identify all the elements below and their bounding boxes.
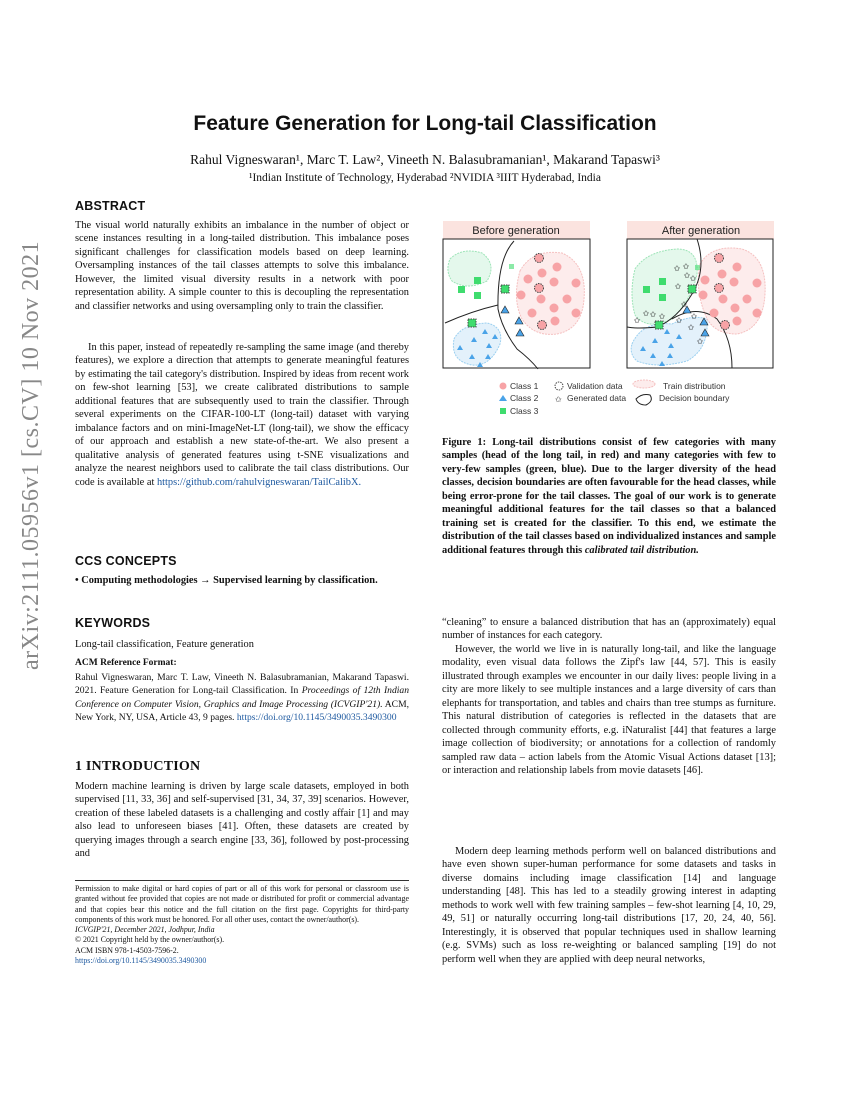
arxiv-stamp: arXiv:2111.05956v1 [cs.CV] 10 Nov 2021 <box>18 240 44 670</box>
caption-text: Figure 1: Long-tail distributions consist of few categories with many samples (head of the long tail, in red) and many categories with few to very-few samples (green, blue). Due to the larger diversity of the head classes, decision boundaries are often favourable for the head classes, while being error-prone for the tail classes. The goal of our work is to generate meaningful additional features for the tail classes so that a balanced training set is created for the classifier. To this end, we estimate the distribution of the tail classes based on individualized instances and sample additional features through this <box>442 437 776 556</box>
svg-text:✩: ✩ <box>673 264 681 273</box>
footnote <box>75 884 409 966</box>
svg-text:✩: ✩ <box>633 316 641 325</box>
svg-text:✩: ✩ <box>696 337 704 346</box>
footnote-rule <box>75 880 409 881</box>
legend-class1: Class 1 <box>510 381 539 391</box>
svg-text:✩: ✩ <box>690 312 698 321</box>
paper-title: Feature Generation for Long-tail Classification <box>193 112 657 135</box>
panel-after <box>627 221 774 368</box>
ccs-text: • Computing methodologies → Supervised learning by classification. <box>75 575 378 586</box>
legend-class3: Class 3 <box>510 406 539 416</box>
abstract-p1: The visual world naturally exhibits an imbalance in the number of object or scene instances resulting in a long-tailed distribution. This imbalance poses significant challenges for classification models based on deep learning. Oversampling instances of the tail classes attempts to solve this imbalance. However, the limited visual diversity results in a network with poor representation ability. A simple counter to this is decoupling the representation and classifier networks and using oversampling only to train the classifier. <box>75 220 409 312</box>
caption-italic: calibrated tail distribution. <box>584 544 699 556</box>
figure-1 <box>442 219 778 419</box>
acm-ref-tail: ACM, New York, NY, USA, Article 43, 9 pages. <box>75 698 410 723</box>
affiliations: ¹Indian Institute of Technology, Hyderabad ²NVIDIA ³IIIT Hyderabad, India <box>249 172 601 184</box>
panel-after-title: After generation <box>661 225 741 237</box>
svg-text:✩: ✩ <box>689 274 697 283</box>
copyright: © 2021 Copyright held by the owner/author(s). <box>75 935 225 945</box>
intro-r1: “cleaning” to ensure a balanced distribution that has an (approximately) equal number of instances for each category. <box>442 617 776 642</box>
keywords-heading: KEYWORDS <box>75 616 151 630</box>
intro-heading: 1 INTRODUCTION <box>75 759 201 774</box>
legend-train: Train distribution <box>663 381 726 391</box>
code-link[interactable]: https://github.com/rahulvigneswaran/TailCalibX. <box>156 476 362 488</box>
figure-caption <box>442 436 776 557</box>
intro-r3: Modern deep learning methods perform well on balanced distributions and have even shown super-human performance for some datasets and tasks in diverse domains including image classification [14] and language understanding [48]. This has led to a steadily growing interest in adapting methods to work well with few training samples – few-shot learning [4, 10, 29, 49, 51] or naturally occurring long-tail distributions [17, 20, 24, 40, 56]. Interestingly, it is observed that popular techniques used in shallow learning (e.g. SVMs) such as loss re-weighting or balanced sampling [19] do not perform well when they are applied with deep neural networks, <box>442 846 776 965</box>
footnote-doi-link[interactable]: https://doi.org/10.1145/3490035.3490300 <box>75 956 207 966</box>
abstract-p2-text: In this paper, instead of repeatedly re-sampling the same image (and thereby features), we explore a direction that attempts to generate meaningful features by estimating the tail category's distribution. Inspired by ideas from recent work on few-shot learning [53], we create calibrated distributions to sample additional features that are subsequently used to train the classifier. Through several experiments on the CIFAR-100-LT (long-tail) dataset with varying imbalance factors and on mini-ImageNet-LT (long-tail), we show the efficacy of our approach and establish a new state-of-the-art. We also present a qualitative analysis of generated features using t-SNE visualizations and analyze the nearest neighbors used to calibrate the tail class distributions. Our code is available at <box>75 342 409 488</box>
acm-ref-text <box>75 671 409 724</box>
svg-text:✩: ✩ <box>675 316 683 325</box>
svg-text:✩: ✩ <box>642 309 650 318</box>
svg-text:✩: ✩ <box>658 312 666 321</box>
svg-text:✩: ✩ <box>687 323 695 332</box>
keywords-text: Long-tail classification, Feature generation <box>75 639 254 650</box>
intro-p1: Modern machine learning is driven by large scale datasets, employed in both supervised [11, 33, 36] and self-supervised [31, 34, 37, 39] scenarios. However, creation of these labeled datasets is a challenging and costly affair [1] and may also lead to unforeseen biases [41]. Often, these datasets are created by querying images through a search engine [33, 36], followed by post-processing and <box>75 781 409 860</box>
legend-class2: Class 2 <box>510 393 539 403</box>
svg-text:✩: ✩ <box>680 300 688 309</box>
intro-r2: However, the world we live in is naturally long-tail, and like the language modality, even visual data follows the Zipf's law [44, 57]. This is easily illustrated through examples we encounter in our daily lives: people living in a city are more likely to see multiple instances and a large diversity of cars than elephants for transportation, and tables and chairs than tree stumps as furniture. This natural distribution of categories is reflected in the datasets that are collected through community efforts, e.g. iNaturalist [44] that features a large image collection of biodiversity; or annotations for a collection of randomly sampled raw data – action labels from the Atomic Visual Actions dataset [13]; or interaction and relationship labels from movie datasets [46]. <box>442 644 776 777</box>
abstract-p2 <box>75 341 409 489</box>
panel-before-title: Before generation <box>472 225 560 237</box>
acm-ref-body: Rahul Vigneswaran, Marc T. Law, Vineeth N. Balasubramanian, Makarand Tapaswi. 2021. Feature Generation for Long-tail Classification. In <box>75 672 409 697</box>
ccs-heading: CCS CONCEPTS <box>75 554 177 568</box>
svg-text:✩: ✩ <box>674 282 682 291</box>
legend-validation: Validation data <box>567 381 623 391</box>
svg-text:✩: ✩ <box>683 271 691 280</box>
isbn: ACM ISBN 978-1-4503-7596-2. <box>75 945 179 955</box>
svg-text:✩: ✩ <box>555 395 562 404</box>
conference: ICVGIP'21, December 2021, Jodhpur, India <box>75 925 215 935</box>
svg-text:✩: ✩ <box>649 310 657 319</box>
legend-boundary: Decision boundary <box>659 393 730 403</box>
panel-before <box>443 221 590 369</box>
legend-generated: Generated data <box>567 393 627 403</box>
abstract-heading: ABSTRACT <box>75 199 146 213</box>
acm-ref-heading: ACM Reference Format: <box>75 658 177 668</box>
doi-link[interactable]: https://doi.org/10.1145/3490035.3490300 <box>236 711 397 723</box>
svg-text:✩: ✩ <box>682 262 690 271</box>
figure-legend <box>499 380 730 416</box>
authors: Rahul Vigneswaran¹, Marc T. Law², Vineeth N. Balasubramanian¹, Makarand Tapaswi³ <box>190 152 660 167</box>
permission-text: Permission to make digital or hard copies of part or all of this work for personal or classroom use is granted without fee provided that copies are not made or distributed for profit or commercial advantage and that copies bear this notice and the full citation on the first page. Copyrights for third-party components of this work must be honored. For all other uses, contact the owner/author(s). <box>75 884 409 924</box>
acm-ref-venue: Proceedings of 12th Indian Conference on Computer Vision, Graphics and Image Processing (ICVGIP'21). <box>75 685 409 710</box>
